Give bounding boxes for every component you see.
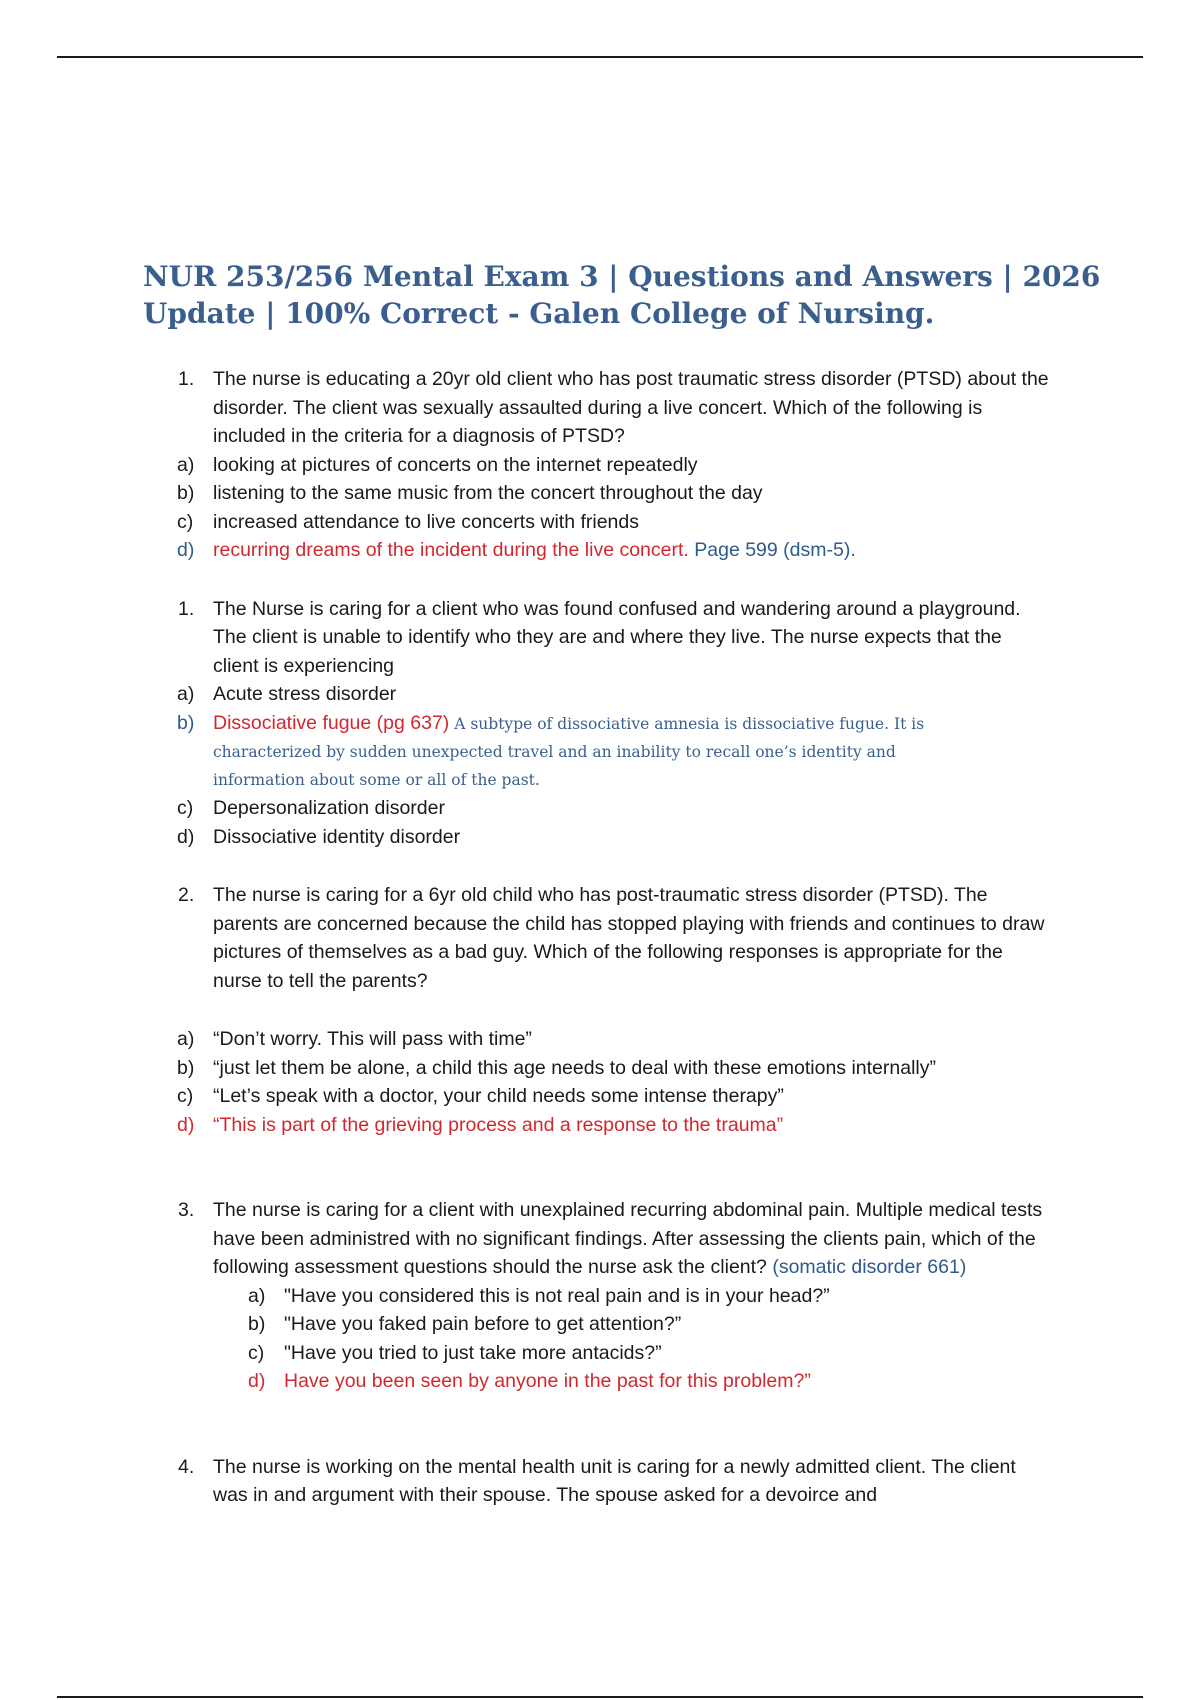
- answer-option-b: [0, 1310, 1200, 1339]
- question-text: The nurse is caring for a 6yr old child who has post-traumatic stress disorder (PTSD). The parents are concerned because the child has stopped playing with friends and continues to draw pictures of themselves as a bad guy. Which of the following responses is appropriate for the nurse to tell the parents?: [213, 884, 1045, 992]
- answer-option-d: [0, 823, 1200, 852]
- option-text: Depersonalization disorder: [213, 797, 445, 819]
- question-stem: [0, 881, 1200, 995]
- question-list: [0, 365, 1200, 1510]
- option-letter: a): [177, 453, 195, 476]
- explanation-note-line: information about some or all of the past.: [213, 771, 540, 789]
- question-stem: [0, 595, 1200, 681]
- option-text: “just let them be alone, a child this age needs to deal with these emotions internally”: [213, 1056, 936, 1079]
- answer-option-b-correct: [0, 709, 1200, 739]
- option-text: listening to the same music from the concert throughout the day: [213, 482, 763, 504]
- question-number: 3.: [178, 1199, 195, 1221]
- option-text: "Have you tried to just take more antacids?”: [284, 1341, 662, 1364]
- answer-option-c: [0, 1339, 1200, 1368]
- question-stem: [0, 1196, 1200, 1282]
- option-letter: c): [177, 1085, 194, 1107]
- option-text: Dissociative identity disorder: [213, 825, 461, 848]
- top-rule: [57, 56, 1143, 58]
- correct-answer-text: Dissociative fugue (pg 637): [213, 711, 450, 734]
- option-text: "Have you considered this is not real pain and is in your head?”: [284, 1284, 830, 1307]
- question-2: [0, 881, 1200, 1139]
- correct-answer-text: Have you been seen by anyone in the past for this problem?”: [284, 1370, 811, 1392]
- option-letter: d): [177, 539, 195, 561]
- topic-reference: (somatic disorder 661): [766, 1256, 967, 1278]
- option-letter: c): [177, 510, 194, 533]
- question-number: 1.: [178, 368, 195, 390]
- option-letter: c): [177, 797, 194, 819]
- answer-option-b: [0, 1054, 1200, 1083]
- answer-option-a: [0, 680, 1200, 709]
- answer-option-d-correct: [0, 1367, 1200, 1396]
- option-text: “Don’t worry. This will pass with time”: [213, 1028, 532, 1050]
- option-letter: a): [177, 1028, 195, 1050]
- question-number: 4.: [178, 1455, 195, 1478]
- bottom-rule: [57, 1696, 1143, 1698]
- question-stem: [0, 1453, 1200, 1510]
- option-letter: c): [248, 1341, 265, 1364]
- correct-answer-text: recurring dreams of the incident during the live concert.: [213, 539, 689, 561]
- option-letter: b): [177, 711, 195, 734]
- option-letter: b): [248, 1313, 266, 1335]
- option-letter: b): [177, 482, 195, 504]
- question-text: The Nurse is caring for a client who was found confused and wandering around a playground. The client is unable to identify who they are and where they live. The nurse expects that the client is experiencing: [213, 597, 1021, 677]
- option-letter: d): [248, 1370, 266, 1392]
- question-text: The nurse is working on the mental health unit is caring for a newly admitted client. The client was in and argument with their spouse. The spouse asked for a devoirce and: [213, 1455, 1016, 1506]
- question-number: 2.: [178, 884, 195, 906]
- document-title: NUR 253/256 Mental Exam 3 | Questions and Answers | 2026 Update | 100% Correct - Galen College of Nursing.: [143, 260, 1101, 330]
- answer-option-a: [0, 1025, 1200, 1054]
- page-reference: Page 599 (dsm-5).: [688, 539, 856, 561]
- option-text: “Let’s speak with a doctor, your child needs some intense therapy”: [213, 1085, 784, 1107]
- option-letter: d): [177, 1113, 195, 1136]
- question-number: 1.: [178, 597, 195, 620]
- question-text: The nurse is educating a 20yr old client who has post traumatic stress disorder (PTSD) about the disorder. The client was sexually assaulted during a live concert. Which of the following is included in the criteria for a diagnosis of PTSD?: [213, 368, 1049, 447]
- explanation-note: A subtype of dissociative amnesia is dissociative fugue. It is: [449, 714, 925, 733]
- answer-option-b: [0, 479, 1200, 508]
- question-1: [0, 365, 1200, 565]
- answer-option-c: [0, 794, 1200, 823]
- answer-option-d-correct: [0, 536, 1200, 565]
- option-letter: a): [177, 683, 195, 705]
- option-text: Acute stress disorder: [213, 683, 397, 705]
- question-stem: [0, 365, 1200, 451]
- question-4: [0, 1453, 1200, 1510]
- option-letter: b): [177, 1056, 195, 1079]
- answer-option-a: [0, 1282, 1200, 1311]
- answer-option-a: [0, 451, 1200, 480]
- option-text: "Have you faked pain before to get attention?”: [284, 1313, 682, 1335]
- answer-option-d-correct: [0, 1111, 1200, 1140]
- option-text: looking at pictures of concerts on the internet repeatedly: [213, 453, 698, 476]
- answer-option-c: [0, 508, 1200, 537]
- question-3: [0, 1196, 1200, 1396]
- option-letter: a): [248, 1284, 266, 1307]
- answer-option-c: [0, 1082, 1200, 1111]
- question-text: The nurse is caring for a client with unexplained recurring abdominal pain. Multiple medical tests have been administred with no significant findings. After assessing the clients pain, which of the following assessment questions should the nurse ask the client?: [213, 1199, 1043, 1278]
- correct-answer-text: “This is part of the grieving process and a response to the trauma”: [213, 1113, 784, 1136]
- question-1b: [0, 595, 1200, 852]
- option-letter: d): [177, 825, 195, 848]
- option-text: increased attendance to live concerts with friends: [213, 510, 639, 533]
- explanation-note-line: characterized by sudden unexpected travel and an inability to recall one’s identity and: [213, 743, 896, 761]
